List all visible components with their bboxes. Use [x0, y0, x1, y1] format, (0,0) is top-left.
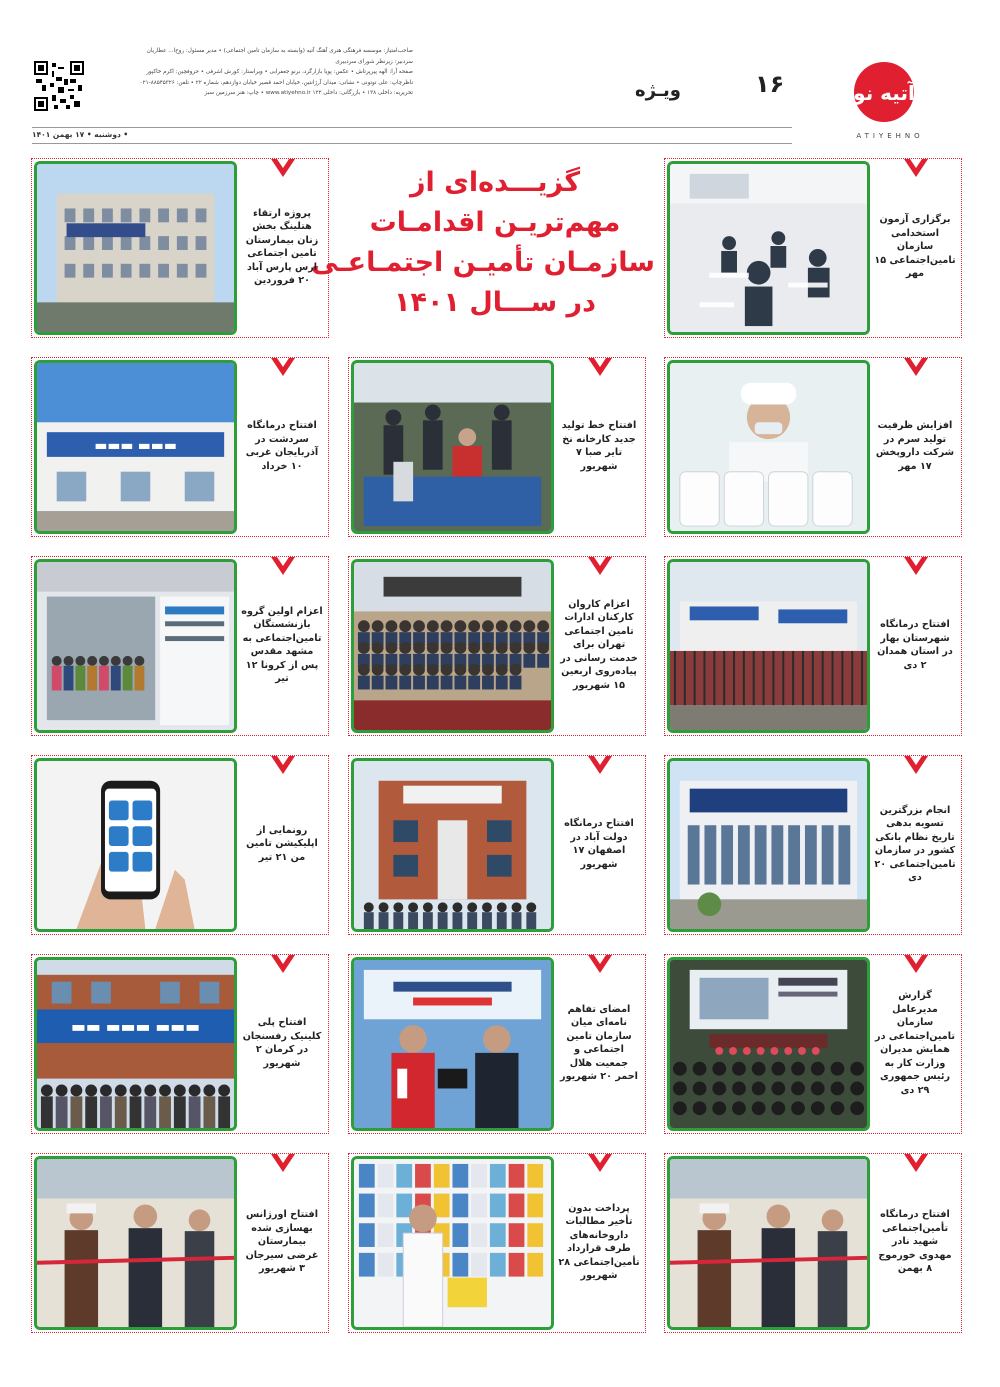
card-caption: افتتاح اورژانس بهسازی شده بیمارستان غرضی سیرجان ۳ شهریور: [245, 1209, 319, 1275]
news-card[interactable]: [31, 357, 329, 537]
title-line: گزیـــده‌ای از: [409, 167, 581, 198]
polyclinic-photo: [34, 957, 237, 1131]
newspaper-logo[interactable]: [840, 52, 955, 142]
header-divider: [32, 127, 792, 128]
exam-hall-photo: [667, 161, 870, 335]
mou-signing-photo: [351, 957, 554, 1131]
svg-text:▬▬▬ ▬▬▬ ▬▬: ▬▬▬ ▬▬▬ ▬▬: [71, 1017, 200, 1037]
news-card[interactable]: [31, 755, 329, 935]
card-caption: پرداخت بدون تأخیر مطالبات داروخانه‌های طرف قرارداد تأمین‌اجتماعی ۲۸ شهریور: [558, 1202, 640, 1281]
news-card[interactable]: [348, 556, 646, 736]
credit-line: صفحه آرا: الهه پیرپرتاش • عکس: پویا بازارگرد، برنو جعفرابی • ویراستار: کورش اشرفی • حروفچین: اکرم خاکپور: [146, 69, 413, 76]
clinic-building-photo: [34, 360, 237, 534]
factory-line-photo: [351, 360, 554, 534]
card-caption: انجام بزرگترین تسویه بدهی تاریخ نظام بانکی کشور در سازمان تامین‌اجتماعی ۲۰ دی: [874, 804, 956, 883]
news-card[interactable]: [348, 954, 646, 1134]
card-caption: افتتاح درمانگاه شهرستان بهار در استان همدان ۲ دی: [877, 619, 953, 671]
card-caption: افتتاح پلی کلینیک رفسنجان در کرمان ۲ شهریور: [242, 1017, 322, 1069]
ribbon-cutting-photo: [34, 1156, 237, 1330]
card-caption: افزایش ظرفیت تولید سرم در شرکت داروپخش ۱۷ مهر: [875, 420, 955, 472]
pharmacy-photo: [351, 1156, 554, 1330]
news-card[interactable]: [664, 954, 962, 1134]
phone-app-photo: [34, 758, 237, 932]
section-title: ویـژه: [635, 80, 681, 101]
hospital-building-photo: [34, 161, 237, 335]
news-card[interactable]: [348, 1153, 646, 1333]
serum-production-photo: [667, 360, 870, 534]
news-card[interactable]: [348, 357, 646, 537]
credit-line: تحریریه: داخلی ۱۳۸ • بازرگانی: داخلی ۱۲۲ www.atiyehno.ir • چاپ: هنر سرزمین سبز: [204, 90, 413, 97]
news-card[interactable]: [664, 556, 962, 736]
news-card[interactable]: [348, 755, 646, 935]
group-photo: [351, 559, 554, 733]
news-card[interactable]: [31, 1153, 329, 1333]
credit-line: سردبیر: زیرنظر شورای سردبیری: [335, 58, 413, 65]
card-caption: برگزاری آزمون استخدامی سازمان تامین‌اجتماعی ۱۵ مهر: [874, 214, 956, 280]
news-card[interactable]: [664, 1153, 962, 1333]
news-card[interactable]: [664, 755, 962, 935]
credit-line: ناظرچاپ: علی توتونی • نشانی: میدان آرژانتین، خیابان احمد قصیر خیابان دوازدهم، شماره ۲۲ • تلفن: ۸۸۵۴۵۳۲۶-۰۲۱: [139, 79, 413, 86]
bank-building-photo: [667, 758, 870, 932]
card-caption: افتتاح درمانگاه تأمین‌اجتماعی شهید نادر مهدوی خورموج ۸ بهمن: [878, 1209, 952, 1275]
qr-code[interactable]: [33, 60, 85, 112]
page-title: [311, 163, 655, 323]
brick-clinic-photo: [351, 758, 554, 932]
card-caption: اعزام کاروان کارکنان ادارات تامین اجتماعی تهران برای خدمت رسانی در پیاده‌روی اربعین ۱۵ شهریور: [560, 598, 638, 691]
issue-date: • دوشنبه • ۱۷ بهمن ۱۴۰۱: [32, 130, 129, 139]
card-caption: پروژه ارتقاء هتلینگ بخش زنان بیمارستان تامین اجتماعی ارس پارس آباد ۲۰ فروردین: [245, 207, 319, 286]
station-entrance-photo: [34, 559, 237, 733]
page-number: ۱۶: [755, 70, 785, 98]
logo-latin: ATIYEHNO: [856, 132, 924, 140]
card-caption: اعزام اولین گروه بازنشستگان تامین‌اجتماعی به مشهد مقدس پس از کرونا ۱۲ تیر: [241, 605, 323, 684]
credit-line: صاحب‌امتیاز: موسسه فرهنگی هنری آهنگ آتیه (وابسته به سازمان تامین اجتماعی) • مدیر مسئول: روح‌ا... عطاریان: [146, 48, 413, 54]
title-line: سازمـان تأمیـن اجتمـاعـی: [311, 247, 655, 278]
header-divider: [32, 143, 792, 144]
ribbon-cutting-photo: [667, 1156, 870, 1330]
clinic-fence-photo: [667, 559, 870, 733]
card-caption: افتتاح درمانگاه دولت آباد در اصفهان ۱۷ شهریور: [564, 818, 634, 870]
card-caption: رونمایی از اپلیکیشن تامین من ۲۱ تیر: [246, 824, 318, 863]
news-card[interactable]: [664, 357, 962, 537]
news-card[interactable]: [31, 954, 329, 1134]
conference-hall-photo: [667, 957, 870, 1131]
masthead-credits: [118, 46, 413, 99]
card-caption: افتتاح خط تولید جدید کارخانه نخ تایر صبا ۷ شهریور: [561, 420, 637, 472]
news-card[interactable]: [664, 158, 962, 338]
svg-text:▬▬▬ ▬▬▬: ▬▬▬ ▬▬▬: [94, 437, 177, 454]
card-caption: امضای تفاهم نامه‌ای میان سازمان تامین اجتماعی و جمعیت هلال احمر ۲۰ شهریور: [560, 1003, 638, 1082]
title-line: در ســـال ۱۴۰۱: [394, 287, 596, 318]
news-card[interactable]: [31, 158, 329, 338]
title-line: مهم‌تریـن اقدامـات: [369, 207, 621, 238]
card-caption: گزارش مدیرعامل سازمان تامین‌اجتماعی در همایش مدیران وزارت کار به رئیس جمهوری ۲۹ دی: [875, 990, 955, 1096]
logo-text: آتیه نو: [853, 81, 915, 105]
news-card[interactable]: [31, 556, 329, 736]
card-caption: افتتاح درمانگاه سردشت در آذربایجان غربی ۱۰ خرداد: [245, 420, 319, 472]
